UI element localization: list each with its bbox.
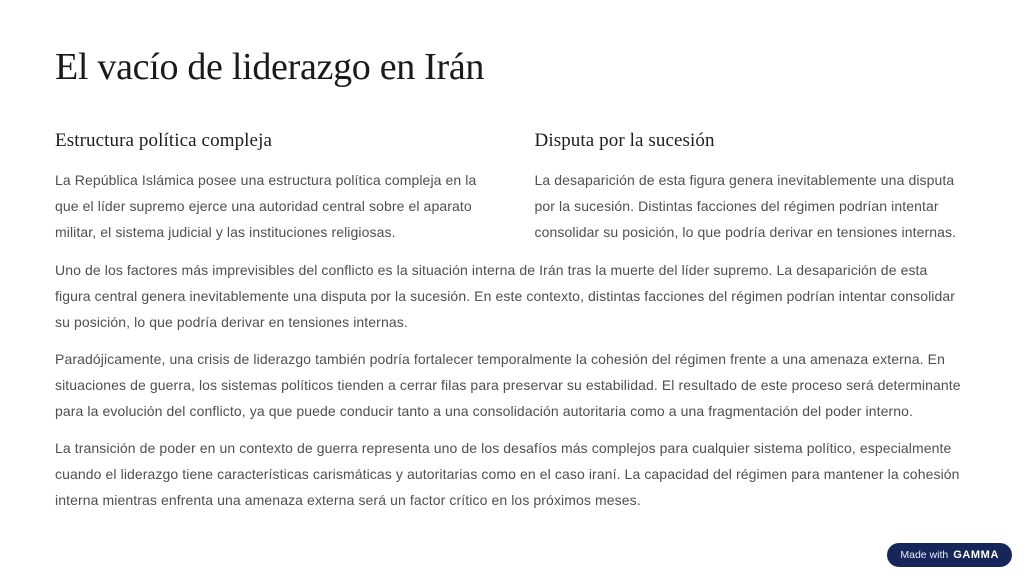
column-political-structure — [55, 128, 487, 245]
column-succession-dispute — [535, 128, 967, 245]
badge-prefix-label: Made with — [900, 549, 949, 561]
made-with-gamma-badge[interactable] — [887, 543, 1012, 567]
column-heading-succession-dispute: Disputa por la sucesión — [534, 129, 715, 151]
body-paragraph-1: Uno de los factores más imprevisibles del conflicto es la situación interna de Irán tras la muerte del líder supremo. La desaparición de esta figura central genera inevitablemente una disputa por la sucesión. En este contexto, distintas facciones del régimen podrían intentar consolidar su posición, lo que podría derivar en tensiones internas. — [55, 261, 956, 330]
gamma-logo: GAMMA — [953, 549, 999, 561]
column-body-succession-dispute: La desaparición de esta figura genera inevitablemente una disputa por la sucesión. Distintas facciones del régimen podrían intentar consolidar su posición, lo que podría derivar en tensiones internas. — [534, 171, 957, 240]
column-body-political-structure: La República Islámica posee una estructura política compleja en la que el líder supremo ejerce una autoridad central sobre el aparato militar, el sistema judicial y las instituciones religiosas. — [55, 171, 477, 240]
body-section — [55, 257, 966, 513]
page-title: El vacío de liderazgo en Irán — [55, 46, 485, 88]
body-paragraph-2: Paradójicamente, una crisis de liderazgo también podría fortalecer temporalmente la cohesión del régimen frente a una amenaza externa. En situaciones de guerra, los sistemas políticos tienden a cerrar filas para preservar su estabilidad. El resultado de este proceso será determinante para la evolución del conflicto, ya que puede conducir tanto a una consolidación autoritaria como a una fragmentación del poder interno. — [55, 350, 961, 419]
column-heading-political-structure: Estructura política compleja — [55, 129, 272, 151]
body-paragraph-3: La transición de poder en un contexto de guerra representa uno de los desafíos más complejos para cualquier sistema político, especialmente cuando el liderazgo tiene características carismáticas y autoritarias como en el caso iraní. La capacidad del régimen para mantener la cohesión interna mientras enfrenta una amenaza externa será un factor crítico en los próximos meses. — [55, 439, 960, 508]
two-column-section — [55, 128, 966, 245]
